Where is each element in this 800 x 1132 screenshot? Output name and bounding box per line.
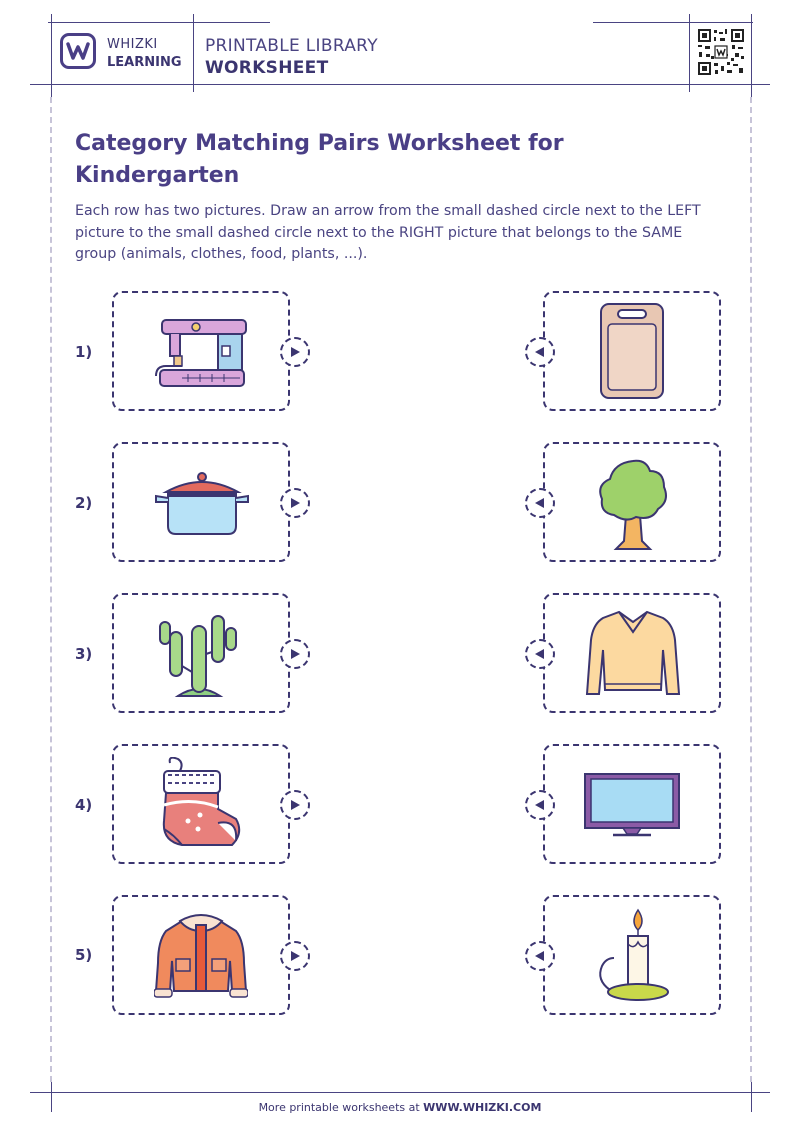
cactus-icon: [156, 606, 242, 702]
play-right-icon: [289, 950, 301, 962]
left-answer-circle[interactable]: [280, 488, 310, 518]
row-number: 4): [75, 796, 93, 814]
header-left-rule: [51, 14, 52, 102]
christmas-stocking-icon: [158, 757, 244, 851]
play-right-icon: [289, 497, 301, 509]
sewing-machine-icon: [152, 316, 248, 390]
brand-subname: LEARNING: [107, 55, 182, 70]
brand-name: WHIZKI: [107, 37, 158, 52]
worksheet-label: WORKSHEET: [205, 58, 329, 78]
candle-icon: [592, 906, 672, 1004]
right-answer-circle[interactable]: [525, 639, 555, 669]
right-answer-circle[interactable]: [525, 941, 555, 971]
right-answer-circle[interactable]: [525, 790, 555, 820]
tree-icon: [596, 457, 670, 551]
library-label: PRINTABLE LIBRARY: [205, 36, 378, 56]
play-left-icon: [534, 346, 546, 358]
header-top-rule-right: [593, 22, 753, 23]
left-answer-circle[interactable]: [280, 337, 310, 367]
header-divider: [193, 14, 194, 92]
header-bottom-rule: [30, 84, 770, 85]
play-left-icon: [534, 497, 546, 509]
left-answer-circle[interactable]: [280, 790, 310, 820]
television-icon: [583, 772, 681, 838]
row-number: 2): [75, 494, 93, 512]
right-answer-circle[interactable]: [525, 337, 555, 367]
row-number: 3): [75, 645, 93, 663]
row-number: 5): [75, 946, 93, 964]
sweater-icon: [585, 606, 681, 700]
footer: [0, 1101, 800, 1114]
play-right-icon: [289, 799, 301, 811]
cutting-board-icon: [598, 302, 666, 400]
row-number: 1): [75, 343, 93, 361]
play-right-icon: [289, 648, 301, 660]
footer-site-link[interactable]: WWW.WHIZKI.COM: [423, 1101, 542, 1114]
footer-prefix: More printable worksheets at: [258, 1101, 424, 1114]
header-right-rule: [751, 14, 752, 102]
qr-code-icon: [697, 28, 745, 76]
play-left-icon: [534, 648, 546, 660]
play-left-icon: [534, 799, 546, 811]
left-answer-circle[interactable]: [280, 941, 310, 971]
instructions: Each row has two pictures. Draw an arrow from the small dashed circle next to the LEFT picture to the small dashed circle next to the RIGHT picture that belongs to the SAME group (animals, clothes, food, plants, ...).: [75, 203, 701, 262]
play-right-icon: [289, 346, 301, 358]
header-divider-qr: [689, 14, 690, 92]
cooking-pot-icon: [152, 468, 252, 538]
logo-icon: [60, 33, 96, 69]
right-answer-circle[interactable]: [525, 488, 555, 518]
winter-jacket-icon: [154, 911, 248, 999]
header-top-rule-left: [48, 22, 270, 23]
page-title: Category Matching Pairs Worksheet for Kindergarten: [75, 131, 564, 188]
play-left-icon: [534, 950, 546, 962]
left-answer-circle[interactable]: [280, 639, 310, 669]
footer-rule: [30, 1092, 770, 1093]
